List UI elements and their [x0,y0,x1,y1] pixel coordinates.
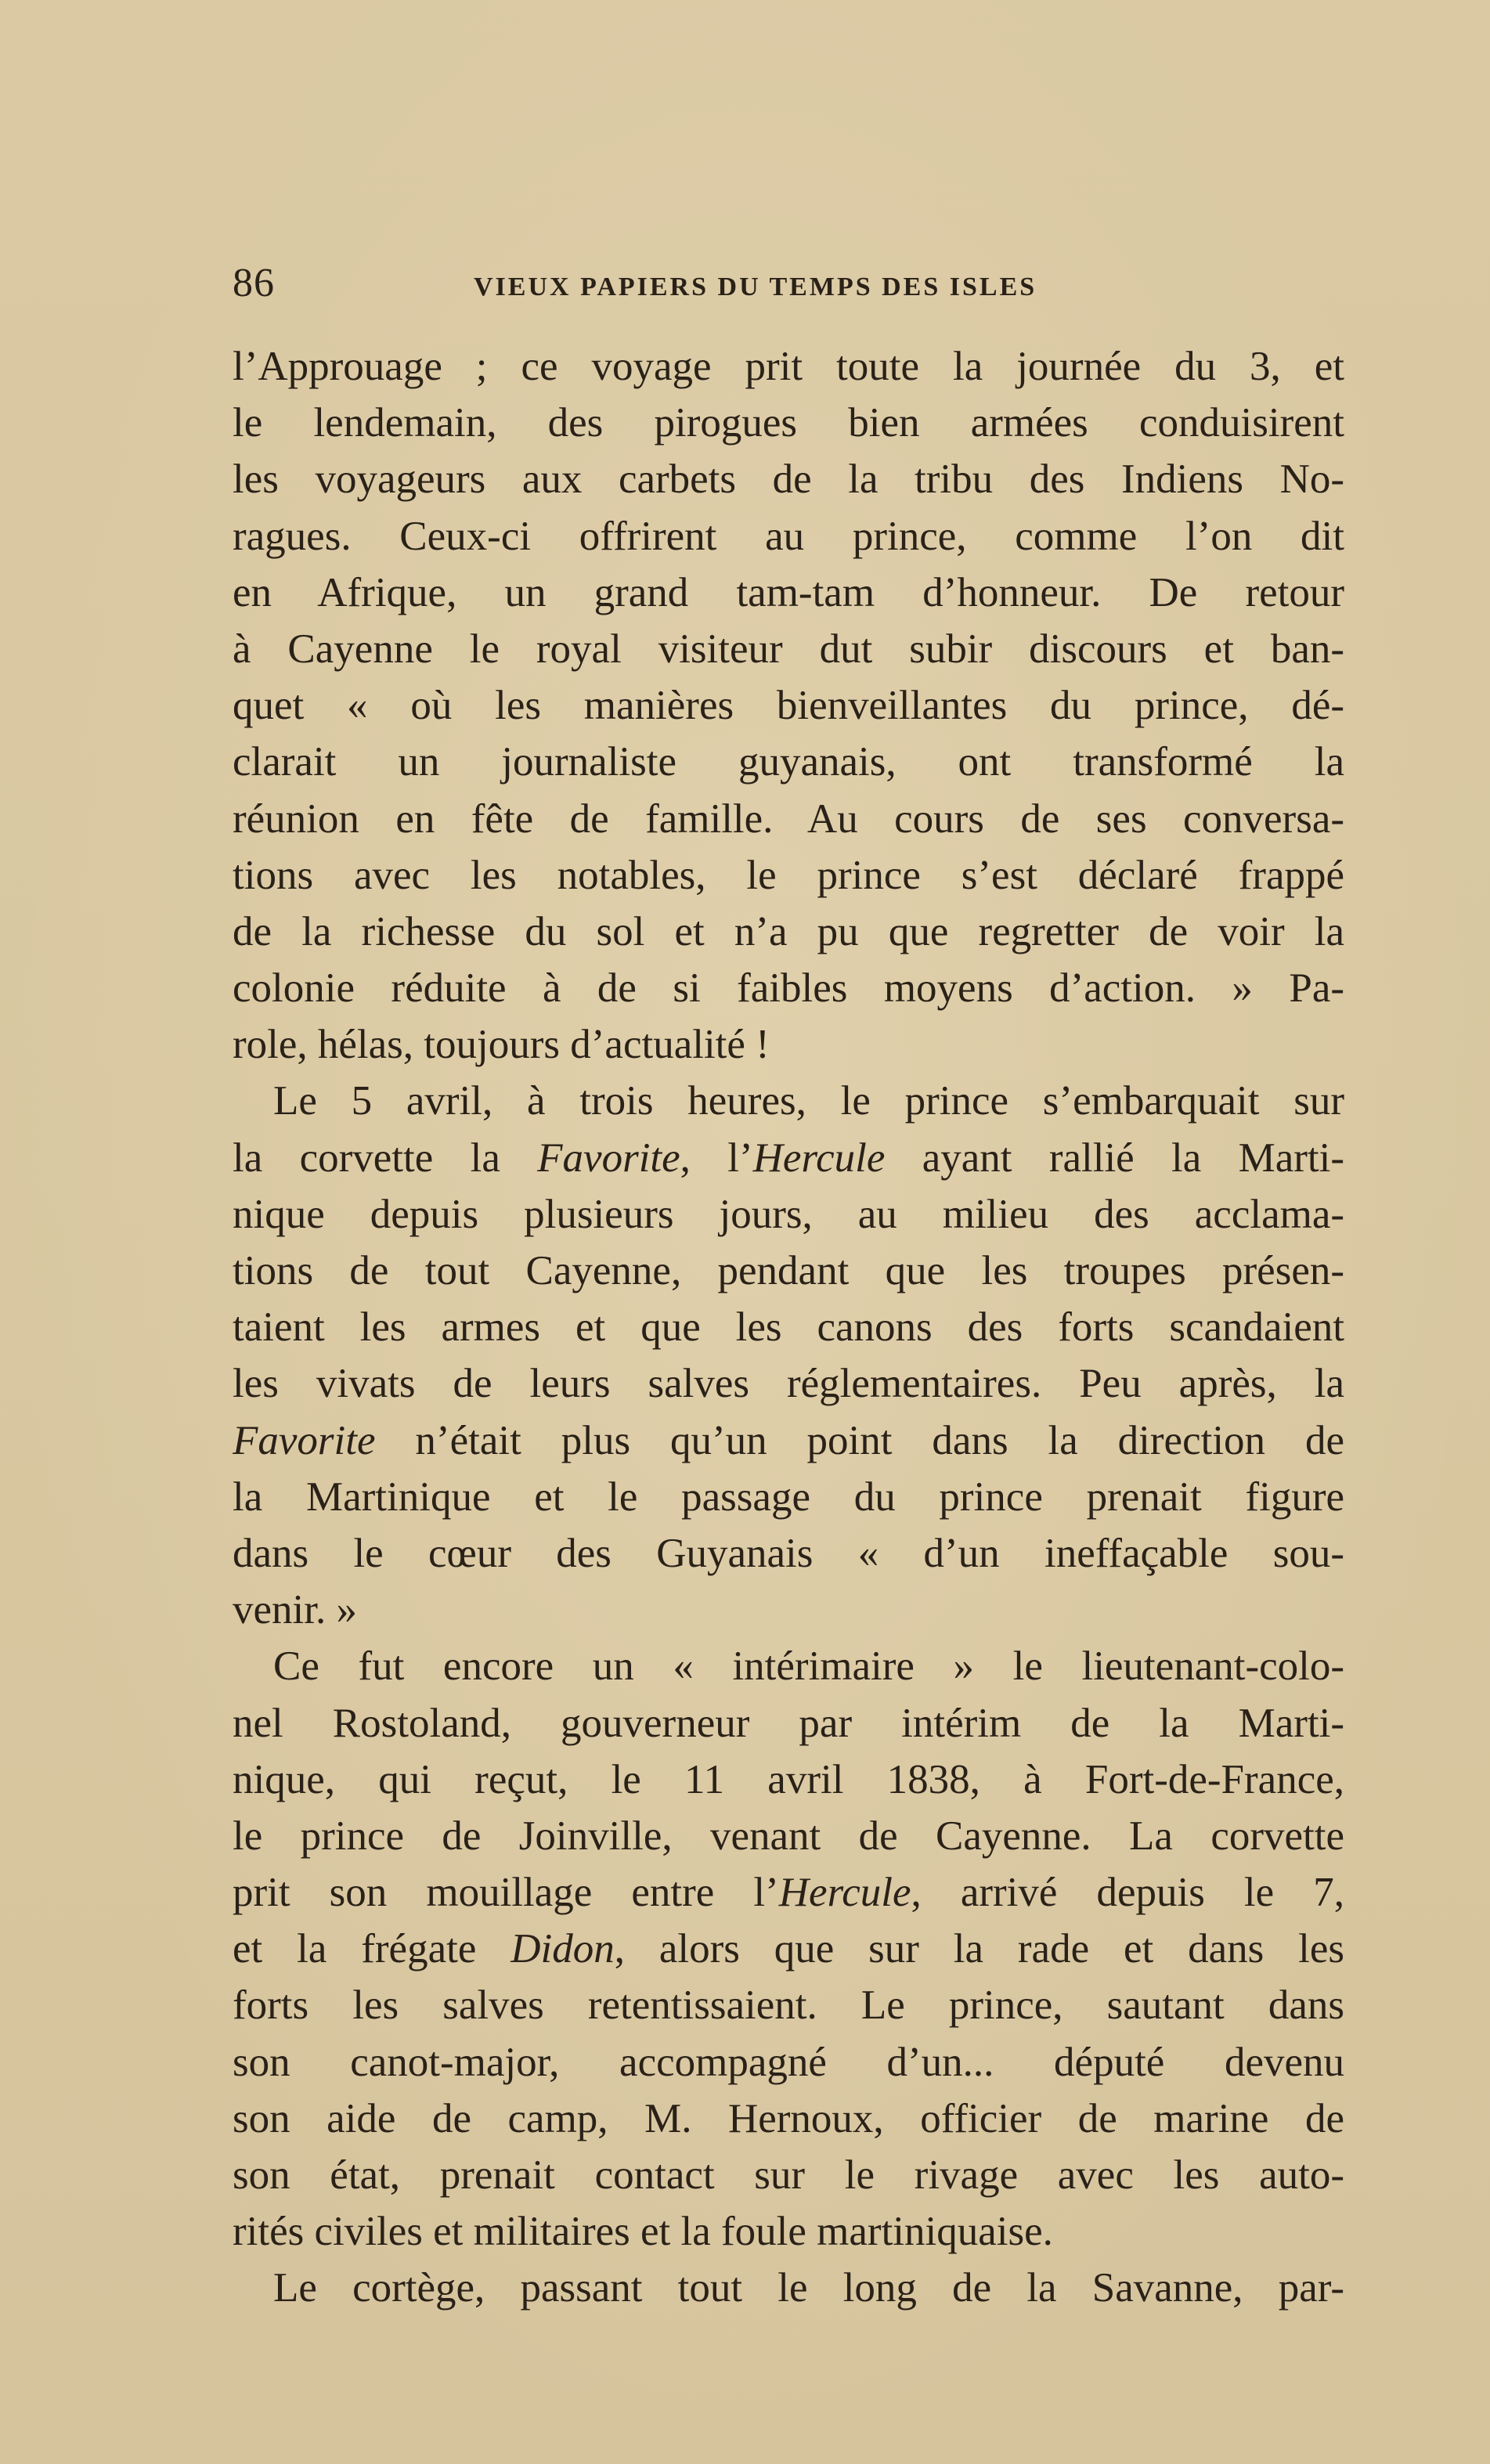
running-title: VIEUX PAPIERS DU TEMPS DES ISLES [474,272,1037,301]
text-line: prit son mouillage entre l’Hercule, arrivé depuis le 7, [233,1870,1344,1916]
text-line: colonie réduite à de si faibles moyens d’action. » Pa- [233,965,1344,1012]
text-line: nel Rostoland, gouverneur par intérim de la Marti- [233,1700,1344,1746]
text-line: réunion en fête de famille. Au cours de ses conversa- [233,795,1344,842]
text-line: les voyageurs aux carbets de la tribu des Indiens No- [233,456,1344,503]
text-line: venir. » [233,1587,357,1633]
text-line: quet « où les manières bienveillantes du prince, dé- [233,683,1344,729]
text-line: dans le cœur des Guyanais « d’un ineffaçable sou- [233,1530,1344,1576]
text-line: en Afrique, un grand tam-tam d’honneur. De retour [233,569,1344,615]
text-line: son état, prenait contact sur le rivage avec les auto- [233,2152,1344,2198]
ship-name: Hercule [752,1135,886,1181]
text-line: la corvette la Favorite, l’Hercule ayant rallié la Marti- [233,1135,1344,1181]
page-number: 86 [233,261,275,305]
text-line: son canot-major, accompagné d’un... député devenu [233,2039,1344,2085]
text-line: le prince de Joinville, venant de Cayenne. La corvette [233,1813,1344,1859]
text-line: de la richesse du sol et n’a pu que regretter de voir la [233,908,1344,954]
text-line: son aide de camp, M. Hernoux, officier de marine de [233,2095,1344,2141]
text-line: clarait un journaliste guyanais, ont transformé la [233,739,1344,785]
text-line: à Cayenne le royal visiteur dut subir discours et ban- [233,626,1344,672]
ship-name: Favorite [233,1417,376,1463]
ship-name: Didon [510,1926,615,1972]
ship-name: Favorite [537,1135,680,1181]
text-line: Favorite n’était plus qu’un point dans la direction de [233,1417,1344,1463]
text-line: rités civiles et militaires et la foule martiniquaise. [233,2209,1053,2255]
text-line: taient les armes et que les canons des forts scandaient [233,1304,1344,1351]
text-line: tions de tout Cayenne, pendant que les troupes présen- [233,1248,1344,1293]
body-text [233,338,1344,2317]
running-head [233,252,1344,307]
text-line: le lendemain, des pirogues bien armées conduisirent [233,400,1344,446]
text-line: Le cortège, passant tout le long de la Savanne, par- [273,2265,1344,2311]
text-line: et la frégate Didon, alors que sur la rade et dans les [233,1926,1344,1972]
text-line: les vivats de leurs salves réglementaires. Peu après, la [233,1361,1344,1407]
text-line: nique, qui reçut, le 11 avril 1838, à Fort-de-France, [233,1756,1344,1802]
ship-name: Hercule [778,1870,911,1916]
text-line: nique depuis plusieurs jours, au milieu des acclama- [233,1191,1344,1237]
text-line: Ce fut encore un « intérimaire » le lieutenant-colo- [273,1643,1344,1690]
text-line: tions avec les notables, le prince s’est déclaré frappé [233,852,1344,898]
text-line: role, hélas, toujours d’actualité ! [233,1022,770,1068]
text-line: ragues. Ceux-ci offrirent au prince, comme l’on dit [233,513,1344,559]
text-line: l’Approuage ; ce voyage prit toute la journée du 3, et [233,344,1344,389]
text-line: la Martinique et le passage du prince prenait figure [233,1474,1344,1520]
text-line: Le 5 avril, à trois heures, le prince s’embarquait sur [273,1078,1344,1124]
text-line: forts les salves retentissaient. Le prince, sautant dans [233,1982,1344,2029]
